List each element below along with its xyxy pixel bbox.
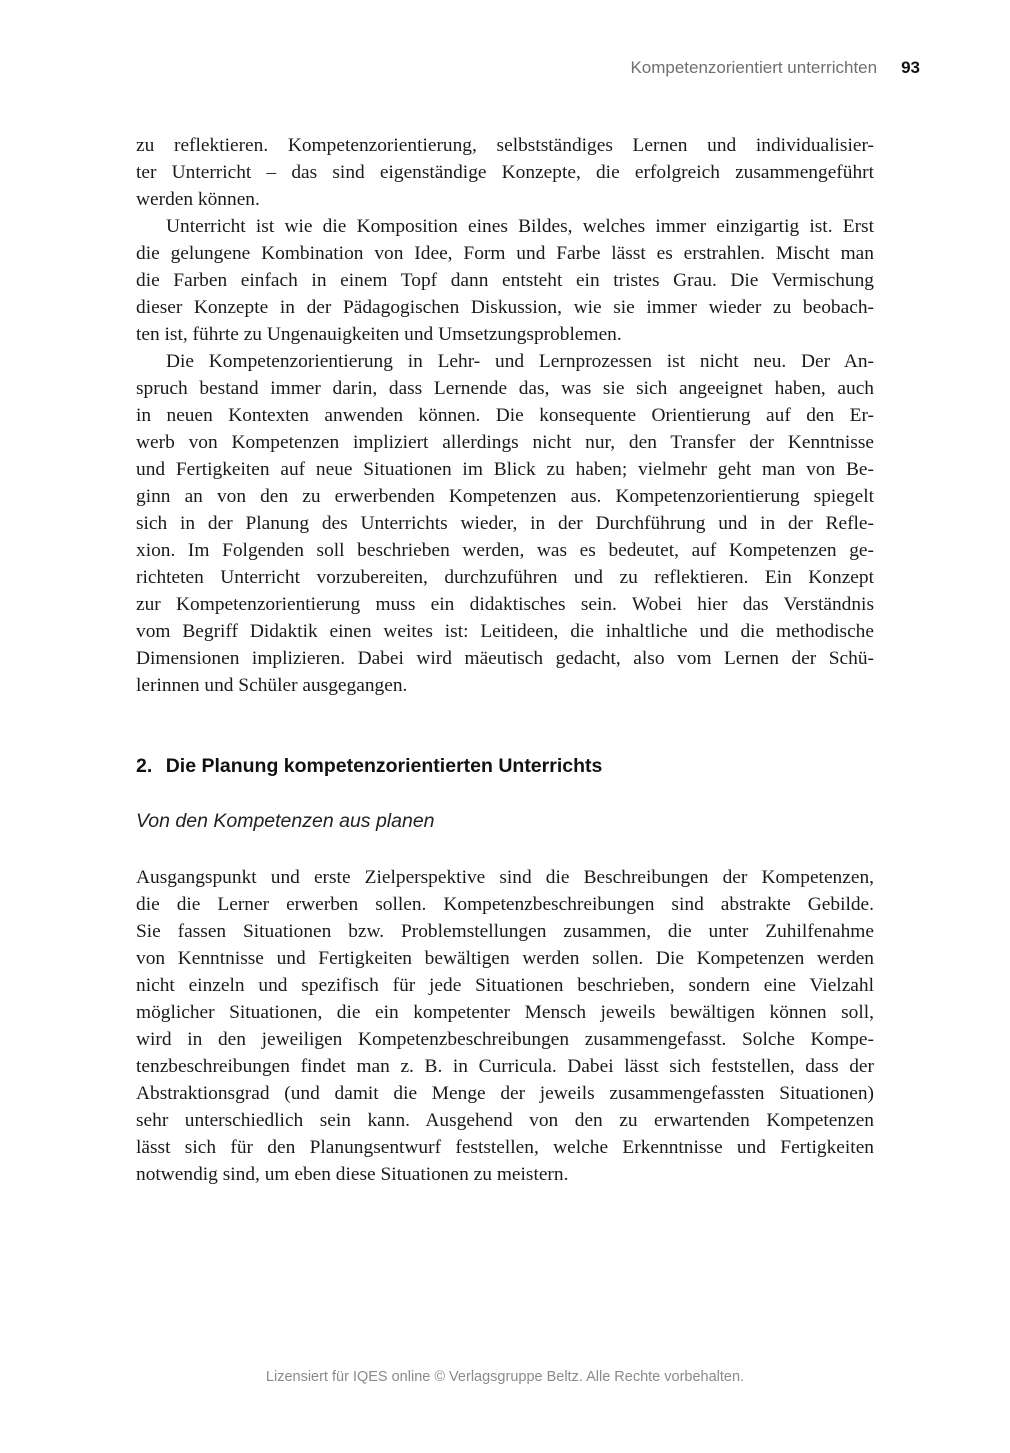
- subsection-heading: Von den Kompetenzen aus planen: [136, 810, 435, 832]
- text-line: ten ist, führte zu Ungenauigkeiten und Umsetzungsproblemen.: [136, 324, 622, 345]
- section-heading: [136, 755, 602, 778]
- text-line: dieser Konzepte in der Pädagogischen Diskussion, wie sie immer wieder zu beobach-: [136, 297, 874, 318]
- text-line: möglicher Situationen, die ein kompetenter Mensch jeweils bewältigen können soll,: [136, 1002, 874, 1023]
- text-line: die gelungene Kombination von Idee, Form und Farbe lässt es erstrahlen. Mischt man: [136, 243, 874, 264]
- text-line: lerinnen und Schüler ausgegangen.: [136, 675, 408, 696]
- text-line: notwendig sind, um eben diese Situationen zu meistern.: [136, 1164, 569, 1185]
- text-line: sich in der Planung des Unterrichts wieder, in der Durchführung und in der Refle-: [136, 513, 874, 534]
- text-line: und Fertigkeiten auf neue Situationen im Blick zu haben; vielmehr geht man von Be-: [136, 459, 874, 480]
- text-line: xion. Im Folgenden soll beschrieben werden, was es bedeutet, auf Kompetenzen ge-: [136, 540, 874, 561]
- text-line: ter Unterricht – das sind eigenständige Konzepte, die erfolgreich zusammengeführt: [136, 162, 874, 183]
- text-line: Die Kompetenzorientierung in Lehr- und Lernprozessen ist nicht neu. Der An-: [166, 351, 874, 372]
- paragraph-2: [136, 213, 874, 348]
- text-line: Abstraktionsgrad (und damit die Menge der jeweils zusammengefassten Situationen): [136, 1083, 874, 1104]
- text-line: sehr unterschiedlich sein kann. Ausgehend von den zu erwartenden Kompetenzen: [136, 1110, 874, 1131]
- text-line: von Kenntnisse und Fertigkeiten bewältigen werden sollen. Die Kompetenzen werden: [136, 948, 874, 969]
- text-line: Dimensionen implizieren. Dabei wird mäeutisch gedacht, also vom Lernen der Schü-: [136, 648, 874, 669]
- text-line: die die Lerner erwerben sollen. Kompetenzbeschreibungen sind abstrakte Gebilde.: [136, 894, 874, 915]
- license-footer: Lizensiert für IQES online © Verlagsgruppe Beltz. Alle Rechte vorbehalten.: [265, 1369, 745, 1385]
- text-line: ginn an von den zu erwerbenden Kompetenzen aus. Kompetenzorientierung spiegelt: [136, 486, 874, 507]
- text-line: werb von Kompetenzen impliziert allerdings nicht nur, den Transfer der Kenntnisse: [136, 432, 874, 453]
- text-line: werden können.: [136, 189, 260, 210]
- text-line: wird in den jeweiligen Kompetenzbeschreibungen zusammengefasst. Solche Kompe-: [136, 1029, 874, 1050]
- text-line: lässt sich für den Planungsentwurf feststellen, welche Erkenntnisse und Fertigkeiten: [136, 1137, 874, 1158]
- text-line: zur Kompetenzorientierung muss ein didaktisches sein. Wobei hier das Verständnis: [136, 594, 874, 615]
- text-line: Sie fassen Situationen bzw. Problemstellungen zusammen, die unter Zuhilfenahme: [136, 921, 874, 942]
- paragraph-3: [136, 348, 874, 699]
- paragraph-1: [136, 132, 874, 213]
- text-line: vom Begriff Didaktik einen weites ist: Leitideen, die inhaltliche und die methodische: [136, 621, 874, 642]
- paragraph-4: [136, 864, 874, 1188]
- text-line: die Farben einfach in einem Topf dann entsteht ein tristes Grau. Die Vermischung: [136, 270, 874, 291]
- text-line: nicht einzeln und spezifisch für jede Situationen beschrieben, sondern eine Vielzahl: [136, 975, 874, 996]
- text-line: tenzbeschreibungen findet man z. B. in Curricula. Dabei lässt sich feststellen, dass der: [136, 1056, 874, 1077]
- text-line: spruch bestand immer darin, dass Lernende das, was sie sich angeeignet haben, auch: [136, 378, 874, 399]
- page-number: 93: [901, 58, 920, 77]
- section-number: 2.: [136, 755, 153, 777]
- text-line: richteten Unterricht vorzubereiten, durchzuführen und zu reflektieren. Ein Konzept: [136, 567, 874, 588]
- text-line: zu reflektieren. Kompetenzorientierung, selbstständiges Lernen und individualisier-: [136, 135, 874, 156]
- text-line: in neuen Kontexten anwenden können. Die konsequente Orientierung auf den Er-: [136, 405, 874, 426]
- section-title: Die Planung kompetenzorientierten Unterrichts: [165, 755, 603, 777]
- text-line: Ausgangspunkt und erste Zielperspektive sind die Beschreibungen der Kompetenzen,: [136, 867, 874, 888]
- text-line: Unterricht ist wie die Komposition eines Bildes, welches immer einzigartig ist. Erst: [166, 216, 874, 237]
- running-header: [630, 58, 920, 80]
- running-title: Kompetenzorientiert unterrichten: [630, 58, 878, 77]
